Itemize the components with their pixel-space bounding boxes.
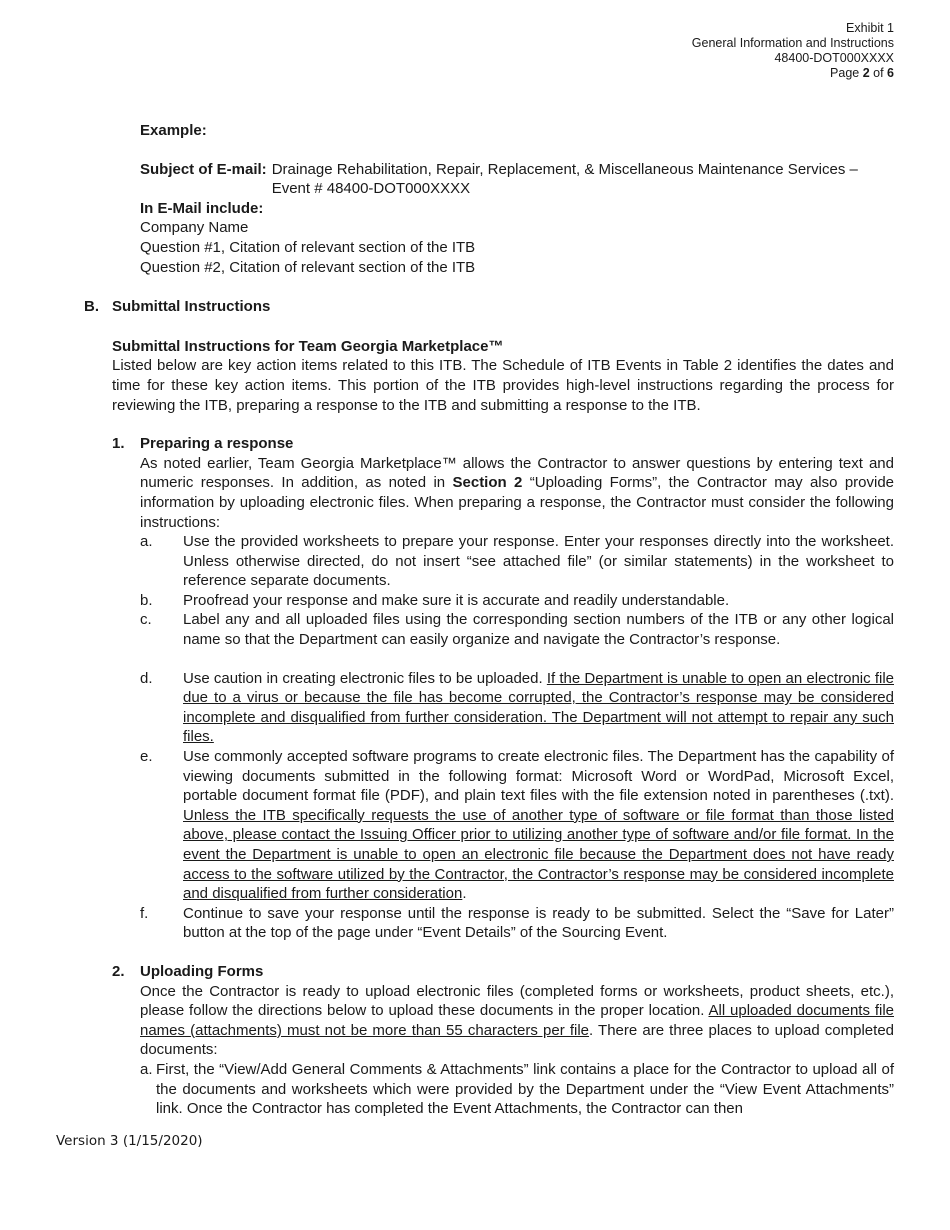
- version-footer: Version 3 (1/15/2020): [56, 1133, 203, 1149]
- uploading-heading: 2. Uploading Forms: [112, 962, 264, 980]
- subject-line-2: Event # 48400-DOT000XXXX: [271, 180, 471, 198]
- list-item: Company Name: [140, 219, 249, 237]
- section-b-intro: Listed below are key action items related to this ITB. The Schedule of ITB Events in Table 2 identifies the dates and time for these key action items. This portion of the ITB provides high-level instructions regarding the process for reviewing the ITB, preparing a response to the ITB and submitting a response to the ITB.: [112, 357, 894, 414]
- section-b-heading: B. Submittal Instructions: [84, 298, 271, 316]
- list-item: d. Use caution in creating electronic files to be uploaded. If the Department is unable to open an electronic file due to a virus or because the file has become corrupted, the Contractor’s response may be considered incomplete and disqualified from further consideration. The Department will not attempt to repair any such files.: [140, 669, 894, 746]
- submittal-subheading: Submittal Instructions for Team Georgia Marketplace™: [112, 337, 504, 355]
- list-item: f. Continue to save your response until the response is ready to be submitted. Select the “Save for Later” button at the top of the page under “Event Details” of the Sourcing Event.: [140, 904, 894, 942]
- list-item: b. Proofread your response and make sure it is accurate and readily understandable.: [140, 591, 730, 609]
- subject-label: Subject of E-mail:: [140, 160, 267, 178]
- preparing-intro: As noted earlier, Team Georgia Marketplace™ allows the Contractor to answer questions by entering text and numeric responses. In addition, as noted in Section 2 “Uploading Forms”, the Contractor may also provide information by uploading electronic files. When preparing a response, the Contractor must consider the following instructions:: [140, 454, 895, 531]
- header-title: General Information and Instructions: [691, 36, 894, 50]
- document-body: [84, 121, 894, 1119]
- list-item: c. Label any and all uploaded files using the corresponding section numbers of the ITB or any other logical name so that the Department can easily organize and navigate the Contractor’s response.: [140, 611, 894, 649]
- list-item: e. Use commonly accepted software programs to create electronic files. The Department has the capability of viewing documents submitted in the following format: Microsoft Word or WordPad, Microsoft Excel, portable document format file (PDF), and plain text files with the file extension noted in parentheses (.txt). Unless the ITB specifically requests the use of another type of software or file format than those listed above, please contact the Issuing Officer prior to utilizing another type of software and/or file format. In the event the Department is unable to open an electronic file because the Department does not have ready access to the software utilized by the Contractor, the Contractor’s response may be considered incomplete and disqualified from further consideration.: [140, 748, 894, 903]
- include-label: In E-Mail include:: [140, 199, 264, 217]
- page-header: [692, 21, 894, 81]
- uploading-intro: Once the Contractor is ready to upload electronic files (completed forms or worksheets, product sheets, etc.), please follow the directions below to upload these documents in the proper location. All uploaded documents file names (attachments) must not be more than 55 characters per file. There are three places to upload completed documents:: [140, 982, 895, 1059]
- example-label: Example:: [140, 122, 207, 139]
- list-item: Question #1, Citation of relevant section of the ITB: [140, 238, 476, 256]
- exhibit-label: Exhibit 1: [846, 21, 894, 35]
- preparing-heading: 1. Preparing a response: [112, 435, 294, 453]
- email-subject: [140, 160, 894, 199]
- subject-line-1: Drainage Rehabilitation, Repair, Replacement, & Miscellaneous Maintenance Services –: [271, 160, 858, 178]
- page-number: Page 2 of 6: [830, 66, 894, 80]
- list-item: Question #2, Citation of relevant section of the ITB: [140, 258, 476, 276]
- list-item: a. Use the provided worksheets to prepare your response. Enter your responses directly into the worksheet. Unless otherwise directed, do not insert “see attached file” (or similar statements) in the worksheet to reference separate documents.: [140, 533, 894, 590]
- doc-number: 48400-DOT000XXXX: [774, 51, 894, 65]
- list-item: a. First, the “View/Add General Comments & Attachments” link contains a place for the Contractor to upload all of the documents and worksheets which were provided by the Department under the “View Event Attachments” link. Once the Contractor has completed the Event Attachments, the Contractor can then: [140, 1060, 894, 1118]
